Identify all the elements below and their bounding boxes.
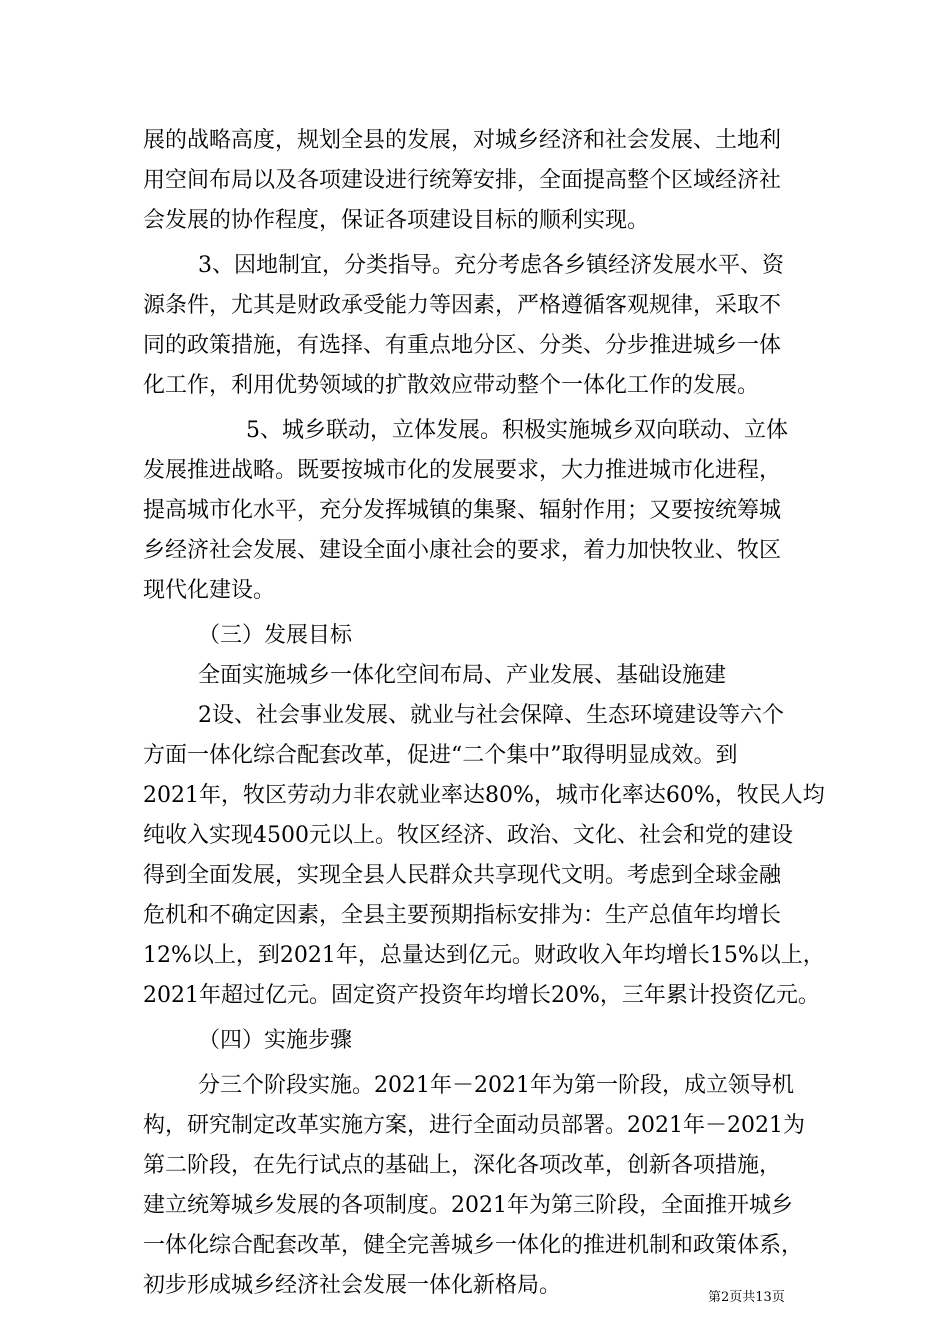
paragraph-line: 化工作，利用优势领域的扩散效应带动整个一体化工作的发展。 (143, 373, 760, 398)
paragraph-line: 纯收入实现4500元以上。牧区经济、政治、文化、社会和党的建设 (143, 823, 793, 848)
paragraph-line: 用空间布局以及各项建设进行统筹安排，全面提高整个区域经济社 (143, 168, 782, 193)
paragraph-line: 得到全面发展，实现全县人民群众共享现代文明。考虑到全球金融 (143, 863, 782, 888)
paragraph-line: 3、因地制宜，分类指导。充分考虑各乡镇经济发展水平、资 (198, 253, 784, 278)
paragraph-line: 源条件，尤其是财政承受能力等因素，严格遵循客观规律，采取不 (143, 293, 782, 318)
paragraph-line: 一体化综合配套改革，健全完善城乡一体化的推进机制和政策体系， (143, 1233, 804, 1258)
paragraph-line: 提高城市化水平，充分发挥城镇的集聚、辐射作用；又要按统筹城 (143, 498, 782, 523)
paragraph-line: 展的战略高度，规划全县的发展，对城乡经济和社会发展、土地利 (143, 128, 782, 153)
paragraph-line: 会发展的协作程度，保证各项建设目标的顺利实现。 (143, 208, 650, 233)
section-heading: （四）实施步骤 (198, 1028, 353, 1053)
paragraph-line: 同的政策措施，有选择、有重点地分区、分类、分步推进城乡一体 (143, 333, 782, 358)
paragraph-line: 发展推进战略。既要按城市化的发展要求，大力推进城市化进程， (143, 458, 782, 483)
paragraph-line: 构，研究制定改革实施方案，进行全面动员部署。2021年－2021为 (143, 1113, 805, 1138)
paragraph-line: 全面实施城乡一体化空间布局、产业发展、基础设施建 (198, 663, 727, 688)
paragraph-line: 初步形成城乡经济社会发展一体化新格局。 (143, 1273, 562, 1298)
paragraph-line: 方面一体化综合配套改革，促进“二个集中”取得明显成效。到 (143, 743, 738, 768)
paragraph-line: 分三个阶段实施。2021年－2021年为第一阶段，成立领导机 (198, 1073, 794, 1098)
paragraph-line: 12%以上，到2021年，总量达到亿元。财政收入年均增长15%以上， (143, 943, 825, 968)
paragraph-line: 乡经济社会发展、建设全面小康社会的要求，着力加快牧业、牧区 (143, 538, 782, 563)
paragraph-line: 现代化建设。 (143, 578, 276, 603)
paragraph-line: 第二阶段，在先行试点的基础上，深化各项改革，创新各项措施， (143, 1153, 782, 1178)
paragraph-line: 建立统筹城乡发展的各项制度。2021年为第三阶段，全面推开城乡 (143, 1193, 793, 1218)
paragraph-line: 5、城乡联动，立体发展。积极实施城乡双向联动、立体 (246, 418, 788, 443)
section-heading: （三）发展目标 (198, 623, 353, 648)
paragraph-line: 2021年，牧区劳动力非农就业率达80%，城市化率达60%，牧民人均 (143, 783, 825, 808)
paragraph-line: 危机和不确定因素，全县主要预期指标安排为：生产总值年均增长 (143, 903, 782, 928)
paragraph-line: 2设、社会事业发展、就业与社会保障、生态环境建设等六个 (198, 703, 784, 728)
paragraph-line: 2021年超过亿元。固定资产投资年均增长20%，三年累计投资亿元。 (143, 983, 820, 1008)
page-number: 第2页共13页 (708, 1290, 785, 1305)
